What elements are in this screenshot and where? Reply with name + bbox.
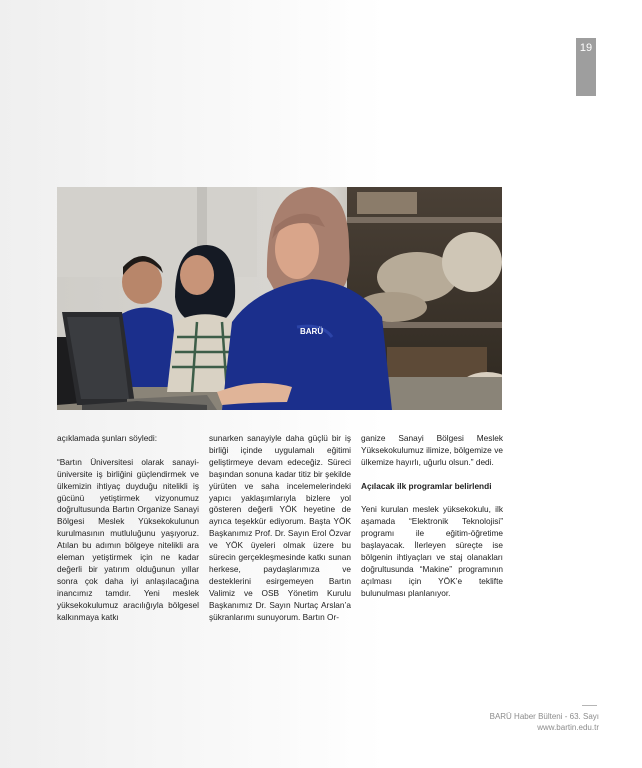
article-photo <box>57 187 502 410</box>
paragraph: ganize Sanayi Bölgesi Meslek Yüksekokulumuz ilimize, bölgemize ve ülkemize hayırlı, uğurlu olsun.” dedi. <box>361 433 503 467</box>
svg-text:BARÜ: BARÜ <box>300 327 324 336</box>
article-column-1 <box>57 433 199 635</box>
footer-divider <box>582 705 597 706</box>
section-heading: Açılacak ilk programlar belirlendi <box>361 480 492 491</box>
paragraph: açıklamada şunları söyledi: <box>57 433 158 443</box>
website-link[interactable]: www.bartin.edu.tr <box>537 723 599 732</box>
bulletin-title: BARÜ Haber Bülteni - 63. Sayı <box>489 712 599 721</box>
footer <box>490 711 599 733</box>
paragraph: “Bartın Üniversitesi olarak sanayi-üniversite iş birliğini güçlendirmek ve ülkemizin ihtiyaç duyduğu nitelikli iş gücünü yetiştirmek vizyonumuz doğrultusunda Bartın Organize Sanayi Bölgesi Meslek Yüksekokulunun kurulmasının mutluluğunu yaşıyoruz. Atılan bu adımın bölgeye nitelikli ara eleman yetiştirmek için ne kadar değerli bir yatırım olduğunun yıllar sonra çok daha iyi anlaşılacağına inancımız tamdır. Yeni meslek yüksekokulumuz aracılığıyla bölgesel kalkınmaya katkı <box>57 456 199 622</box>
paragraph: Yeni kurulan meslek yüksekokulu, ilk aşamada “Elektronik Teknolojisi” programı ile eğitim-öğretime başlayacak. İlerleyen süreçte ise bölgenin ihtiyaçları ve staj olanakları doğrultusunda “Makine” programının açılması için YÖK’e teklifte bulunulması planlanıyor. <box>361 504 503 598</box>
page-number: 19 <box>579 42 593 54</box>
article-column-2 <box>209 433 351 635</box>
paragraph: sunarken sanayiyle daha güçlü bir iş birliği içinde uygulamalı eğitimi geliştirmeye devam edeceğiz. Süreci başından sonuna kadar titiz bir şekilde yürüten ve saha incelemelerindeki yapıcı yaklaşımlarıyla bizlere yol gösteren değerli YÖK heyetine de ayrıca teşekkür ediyorum. Başta YÖK Başkanımız Prof. Dr. Sayın Erol Özvar ve YÖK üyeleri olmak üzere bu sürecin gerçekleşmesinde katkı sunan herkese, paydaşlarımıza ve desteklerini esirgemeyen Bartın Valimiz ve OSB Yönetim Kurulu Başkanımız Dr. Sayın Nurtaç Arslan’a şükranlarımı sunuyorum. Bartın Or- <box>209 433 351 622</box>
article-column-3 <box>361 433 503 612</box>
page-number-tab <box>576 38 596 96</box>
